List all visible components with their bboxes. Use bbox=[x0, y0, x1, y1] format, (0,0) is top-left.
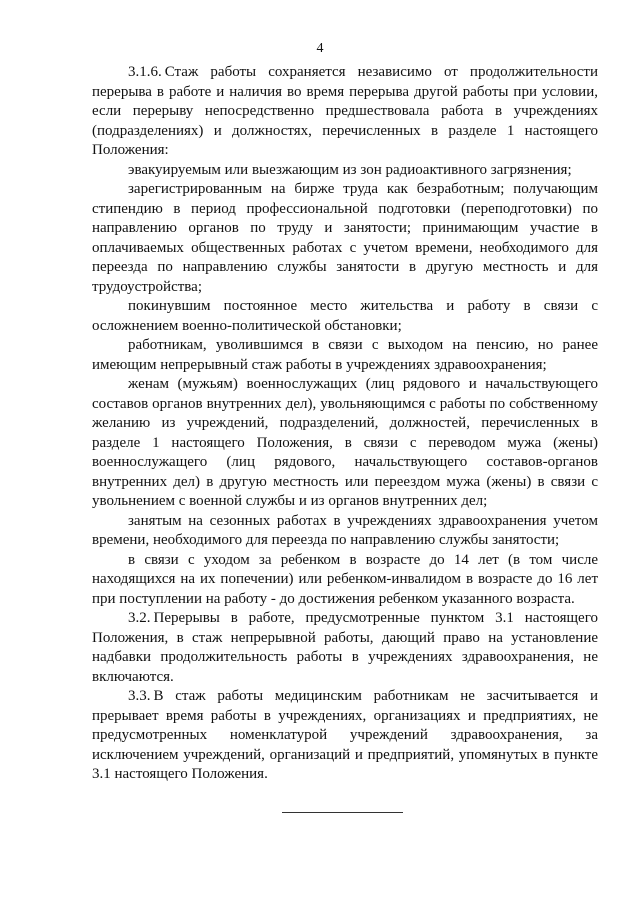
paragraph-text: занятым на сезонных работах в учреждениях здравоохранения учетом времени, необходимого для переезда по направлению службы занятости; bbox=[92, 512, 598, 548]
paragraph-text: эвакуируемым или выезжающим из зон радиоактивного загрязнения; bbox=[128, 161, 572, 178]
paragraph-pensioners bbox=[92, 336, 598, 375]
paragraph-text: работникам, уволившимся в связи с выходом на пенсию, но ранее имеющим непрерывный стаж работы в учреждениях здравоохранения; bbox=[92, 337, 598, 373]
paragraph-text: В стаж работы медицинским работникам не засчитывается и прерывает время работы в учреждениях, организациях и предприятиях, не предусмотренных номенклатурой учреждений здравоохранения, за исключением учреждений, организаций и предприятий, упомянутых в пункте 3.1 настоящего Положения. bbox=[92, 688, 598, 782]
paragraph-3-1-6 bbox=[92, 63, 598, 161]
clause-number: 3.3. bbox=[128, 688, 151, 704]
paragraph-military-spouses bbox=[92, 375, 598, 512]
paragraph-text: Перерывы в работе, предусмотренные пунктом 3.1 настоящего Положения, в стаж непрерывной работы, дающий право на установление надбавки продолжительность работы в учреждениях здравоохранения, не включаются. bbox=[92, 610, 598, 685]
end-separator-line bbox=[282, 812, 403, 813]
clause-number: 3.1.6. bbox=[128, 64, 162, 80]
paragraph-childcare bbox=[92, 551, 598, 610]
paragraph-text: в связи с уходом за ребенком в возрасте до 14 лет (в том числе находящихся на их попечении) или ребенком-инвалидом в возрасте до 16 лет при поступлении на работу - до достижения ребенком указанного возраста. bbox=[92, 551, 598, 607]
paragraph-seasonal bbox=[92, 512, 598, 551]
paragraph-3-2 bbox=[92, 609, 598, 687]
page-number: 4 bbox=[316, 41, 324, 56]
paragraph-unemployed bbox=[92, 180, 598, 297]
paragraph-text: покинувшим постоянное место жительства и работу в связи с осложнением военно-политической обстановки; bbox=[92, 298, 598, 334]
document-body bbox=[92, 63, 598, 785]
paragraph-relocated bbox=[92, 297, 598, 336]
paragraph-text: Стаж работы сохраняется независимо от продолжительности перерыва в работе и наличия во время перерыва другой работы при условии, если перерыву непосредственно предшествовала работа в учреждениях (подразделениях) и должностях, перечисленных в разделе 1 настоящего Положения: bbox=[92, 64, 598, 158]
clause-number: 3.2. bbox=[128, 610, 151, 626]
paragraph-text: женам (мужьям) военнослужащих (лиц рядового и начальствующего составов органов внутренних дел), увольняющимся с работы по собственному желанию из учреждений, подразделений, должностей, перечисленных в разделе 1 настоящего Положения, в связи с переводом мужа (жены) военнослужащего (лиц рядового, начальствующего составов-органов внутренних дел) в другую местность или переездом мужа (жены) в связи с увольнением с военной службы и из органов внутренних дел; bbox=[92, 376, 598, 509]
paragraph-text: зарегистрированным на бирже труда как безработным; получающим стипендию в период профессиональной подготовки (переподготовки) по направлению органов по труду и занятости; принимающим участие в оплачиваемых общественных работах с учетом времени, необходимого для переезда по направлению службы занятости в другую местность и для трудоустройства; bbox=[92, 181, 598, 295]
paragraph-evacuated bbox=[92, 161, 598, 181]
paragraph-3-3 bbox=[92, 687, 598, 785]
